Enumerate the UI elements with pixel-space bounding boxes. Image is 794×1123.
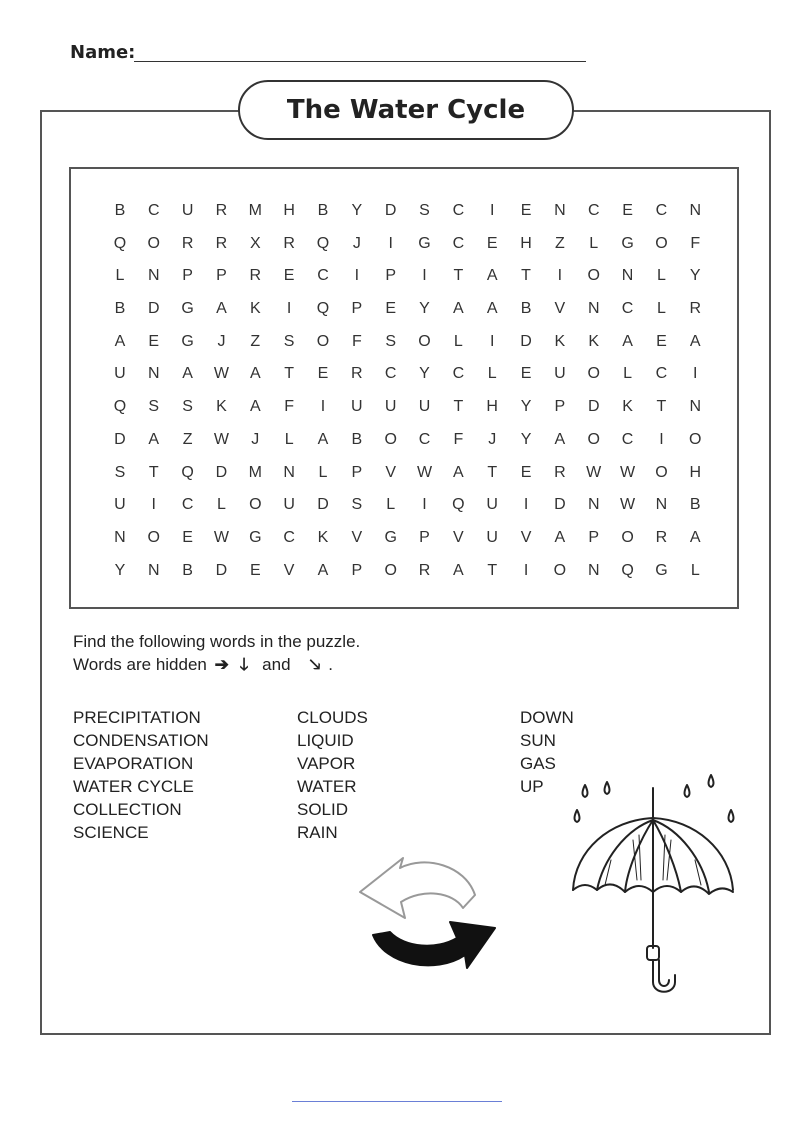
grid-letter: Y bbox=[419, 300, 430, 318]
grid-letter: I bbox=[422, 496, 427, 514]
grid-letter: A bbox=[317, 430, 329, 448]
grid-letter: B bbox=[182, 561, 193, 579]
instructions bbox=[73, 630, 360, 676]
grid-letter: E bbox=[520, 202, 532, 219]
page-title: The Water Cycle bbox=[238, 80, 574, 140]
grid-letter: T bbox=[453, 267, 464, 285]
grid-letter: R bbox=[249, 267, 262, 285]
grid-letter: A bbox=[453, 561, 464, 579]
grid-letter: C bbox=[147, 202, 160, 219]
raindrop-icon bbox=[605, 782, 610, 794]
grid-letter: R bbox=[689, 300, 702, 318]
grid-letter: Z bbox=[555, 234, 565, 252]
grid-letter: A bbox=[182, 365, 193, 383]
grid-letter: D bbox=[114, 430, 126, 448]
grid-letter: P bbox=[588, 528, 600, 546]
word-list-item: WATER CYCLE bbox=[73, 777, 194, 796]
grid-letter: O bbox=[621, 528, 634, 546]
grid-letter: F bbox=[351, 332, 362, 350]
grid-letter: K bbox=[249, 300, 261, 318]
grid-letter: R bbox=[554, 463, 566, 481]
grid-letter: B bbox=[114, 202, 126, 219]
grid-letter: U bbox=[114, 365, 126, 383]
grid-letter: E bbox=[622, 202, 633, 219]
raindrop-icon bbox=[729, 810, 734, 822]
grid-letter: U bbox=[554, 365, 566, 383]
grid-letter: Q bbox=[452, 496, 465, 514]
grid-letter: E bbox=[520, 463, 532, 481]
grid-letter: T bbox=[656, 398, 667, 416]
grid-letter: C bbox=[655, 365, 668, 383]
grid-letter: W bbox=[213, 365, 229, 383]
grid-letter: W bbox=[213, 528, 229, 546]
grid-letter: F bbox=[453, 430, 464, 448]
grid-letter: Q bbox=[113, 234, 127, 252]
grid-row bbox=[103, 260, 712, 293]
grid-letter: P bbox=[351, 561, 363, 579]
grid-letter: N bbox=[587, 496, 600, 514]
grid-letter: S bbox=[182, 398, 193, 416]
grid-letter: L bbox=[115, 267, 125, 285]
grid-letter: C bbox=[418, 430, 431, 448]
grid-letter: D bbox=[587, 398, 600, 416]
grid-letter: K bbox=[554, 332, 566, 350]
grid-letter: L bbox=[690, 561, 700, 579]
grid-letter: S bbox=[351, 496, 363, 514]
grid-letter: Q bbox=[181, 463, 194, 481]
grid-letter: G bbox=[655, 561, 668, 579]
grid-letter: O bbox=[587, 267, 600, 285]
grid-letter: I bbox=[354, 267, 360, 285]
grid-letter: T bbox=[148, 463, 159, 481]
word-list-item: DOWN bbox=[520, 708, 574, 727]
raindrop-icon bbox=[685, 785, 690, 797]
umbrella-icon bbox=[565, 770, 745, 1000]
grid-letter: G bbox=[249, 528, 262, 546]
grid-letter: O bbox=[418, 332, 431, 350]
grid-letter: Y bbox=[520, 398, 532, 416]
grid-letter: B bbox=[351, 430, 363, 448]
grid-letter: F bbox=[284, 398, 295, 416]
grid-letter: I bbox=[523, 496, 529, 514]
grid-letter: E bbox=[520, 365, 532, 383]
raindrop-icon bbox=[709, 775, 714, 787]
grid-letter: E bbox=[385, 300, 396, 318]
grid-letter: G bbox=[384, 528, 397, 546]
grid-row bbox=[103, 326, 712, 359]
grid-letter: U bbox=[283, 496, 295, 514]
grid-letter: N bbox=[587, 300, 600, 318]
grid-letter: O bbox=[249, 496, 262, 514]
grid-letter: K bbox=[216, 398, 227, 416]
instruction-and: and bbox=[262, 655, 291, 674]
grid-letter: U bbox=[418, 398, 431, 416]
grid-letter: A bbox=[554, 430, 566, 448]
grid-letter: Y bbox=[520, 430, 532, 448]
grid-row bbox=[103, 293, 712, 326]
grid-letter: I bbox=[151, 496, 156, 514]
grid-letter: L bbox=[623, 365, 633, 383]
grid-letter: K bbox=[588, 332, 600, 350]
grid-letter: P bbox=[419, 528, 430, 546]
grid-letter: N bbox=[655, 496, 668, 514]
grid-row bbox=[103, 457, 712, 490]
footer-link[interactable] bbox=[292, 1101, 502, 1102]
grid-letter: V bbox=[554, 300, 566, 318]
grid-letter: H bbox=[689, 463, 702, 481]
grid-letter: C bbox=[181, 496, 194, 514]
grid-letter: C bbox=[587, 202, 600, 219]
grid-letter: N bbox=[689, 202, 702, 219]
grid-letter: H bbox=[520, 234, 532, 252]
grid-letter: O bbox=[553, 561, 567, 579]
grid-letter: Y bbox=[114, 561, 126, 579]
grid-letter: Q bbox=[316, 300, 330, 318]
grid-letter: Y bbox=[689, 267, 701, 285]
grid-letter: W bbox=[620, 463, 636, 481]
word-list-item: SUN bbox=[520, 731, 556, 750]
grid-letter: R bbox=[283, 234, 295, 252]
grid-letter: G bbox=[181, 332, 194, 350]
grid-letter: A bbox=[216, 300, 227, 318]
grid-letter: A bbox=[486, 300, 498, 318]
grid-letter: C bbox=[283, 528, 295, 546]
word-list-item: CONDENSATION bbox=[73, 731, 209, 750]
grid-letter: I bbox=[286, 300, 292, 318]
grid-letter: I bbox=[693, 365, 698, 383]
word-list-item: VAPOR bbox=[297, 754, 356, 773]
word-list-item: UP bbox=[520, 777, 544, 796]
grid-letter: N bbox=[283, 463, 295, 481]
grid-letter: V bbox=[453, 528, 464, 546]
grid-row bbox=[103, 195, 712, 228]
grid-letter: M bbox=[248, 202, 262, 219]
instruction-line-2 bbox=[73, 653, 360, 676]
grid-letter: P bbox=[554, 398, 566, 416]
grid-letter: T bbox=[453, 398, 464, 416]
grid-letter: N bbox=[147, 561, 160, 579]
grid-letter: O bbox=[655, 234, 668, 252]
grid-letter: D bbox=[147, 300, 160, 318]
grid-letter: I bbox=[320, 398, 326, 416]
instruction-period: . bbox=[328, 655, 334, 674]
grid-letter: Y bbox=[351, 202, 363, 219]
grid-letter: L bbox=[656, 267, 666, 285]
grid-letter: I bbox=[388, 234, 393, 252]
grid-letter: Q bbox=[621, 561, 634, 579]
grid-letter: R bbox=[351, 365, 363, 383]
grid-letter: A bbox=[486, 267, 498, 285]
grid-letter: A bbox=[249, 398, 261, 416]
grid-letter: E bbox=[249, 561, 261, 579]
grid-letter: J bbox=[488, 430, 497, 448]
grid-letter: L bbox=[487, 365, 497, 383]
grid-letter: M bbox=[248, 463, 262, 481]
grid-letter: A bbox=[689, 528, 701, 546]
arrow-diagonal-icon: 🡖 bbox=[309, 655, 321, 674]
grid-letter: C bbox=[452, 202, 465, 219]
grid-letter: O bbox=[147, 234, 160, 252]
grid-letter: P bbox=[385, 267, 396, 285]
grid-letter: A bbox=[453, 300, 464, 318]
grid-letter: G bbox=[181, 300, 194, 318]
grid-letter: H bbox=[283, 202, 295, 219]
grid-letter: E bbox=[486, 234, 498, 252]
word-list-item: EVAPORATION bbox=[73, 754, 194, 773]
grid-letter: N bbox=[621, 267, 634, 285]
grid-letter: W bbox=[586, 463, 602, 481]
grid-row bbox=[103, 391, 712, 424]
grid-letter: U bbox=[486, 496, 498, 514]
grid-letter: U bbox=[384, 398, 397, 416]
grid-row bbox=[103, 358, 712, 391]
grid-letter: S bbox=[283, 332, 295, 350]
word-list-item: PRECIPITATION bbox=[73, 708, 201, 727]
grid-letter: S bbox=[114, 463, 126, 481]
grid-letter: L bbox=[656, 300, 666, 318]
grid-row bbox=[103, 228, 712, 261]
grid-letter: V bbox=[385, 463, 396, 481]
grid-letter: D bbox=[520, 332, 532, 350]
grid-letter: I bbox=[523, 561, 529, 579]
name-line[interactable] bbox=[134, 61, 586, 62]
grid-letter: U bbox=[486, 528, 498, 546]
grid-letter: N bbox=[689, 398, 702, 416]
grid-letter: N bbox=[114, 528, 126, 546]
grid-letter: D bbox=[554, 496, 566, 514]
letter-grid bbox=[103, 195, 712, 587]
grid-letter: P bbox=[182, 267, 193, 285]
grid-letter: D bbox=[215, 463, 228, 481]
grid-letter: B bbox=[689, 496, 701, 514]
grid-letter: H bbox=[486, 398, 498, 416]
grid-row bbox=[103, 522, 712, 555]
grid-letter: E bbox=[283, 267, 295, 285]
grid-letter: D bbox=[317, 496, 329, 514]
instruction-line-1: Find the following words in the puzzle. bbox=[73, 632, 361, 651]
grid-letter: E bbox=[656, 332, 667, 350]
grid-letter: X bbox=[249, 234, 261, 252]
grid-letter: U bbox=[351, 398, 363, 416]
grid-letter: W bbox=[213, 430, 229, 448]
grid-letter: L bbox=[453, 332, 463, 350]
grid-letter: W bbox=[620, 496, 636, 514]
grid-letter: A bbox=[689, 332, 701, 350]
raindrop-icon bbox=[583, 785, 588, 797]
grid-letter: C bbox=[452, 234, 465, 252]
grid-letter: S bbox=[385, 332, 396, 350]
grid-letter: L bbox=[386, 496, 396, 514]
grid-letter: L bbox=[589, 234, 599, 252]
grid-letter: A bbox=[317, 561, 329, 579]
grid-letter: C bbox=[317, 267, 329, 285]
grid-letter: Q bbox=[113, 398, 127, 416]
grid-row bbox=[103, 555, 712, 588]
grid-letter: J bbox=[352, 234, 361, 252]
grid-letter: P bbox=[351, 463, 363, 481]
grid-letter: C bbox=[621, 430, 634, 448]
grid-letter: C bbox=[621, 300, 634, 318]
grid-letter: U bbox=[181, 202, 194, 219]
grid-letter: B bbox=[114, 300, 126, 318]
grid-letter: V bbox=[520, 528, 532, 546]
grid-letter: P bbox=[216, 267, 227, 285]
grid-letter: Y bbox=[419, 365, 430, 383]
grid-letter: R bbox=[215, 234, 228, 252]
grid-letter: C bbox=[655, 202, 668, 219]
grid-letter: O bbox=[655, 463, 668, 481]
grid-letter: A bbox=[148, 430, 160, 448]
grid-letter: A bbox=[453, 463, 464, 481]
grid-letter: A bbox=[249, 365, 261, 383]
word-list-item: LIQUID bbox=[297, 731, 354, 750]
word-list-item: RAIN bbox=[297, 823, 338, 842]
grid-letter: N bbox=[554, 202, 566, 219]
grid-letter: D bbox=[215, 561, 228, 579]
grid-letter: I bbox=[557, 267, 563, 285]
grid-letter: D bbox=[384, 202, 397, 219]
grid-letter: I bbox=[489, 332, 495, 350]
grid-letter: A bbox=[554, 528, 566, 546]
grid-letter: Z bbox=[250, 332, 261, 350]
grid-letter: V bbox=[351, 528, 363, 546]
raindrop-icon bbox=[575, 810, 580, 822]
grid-letter: A bbox=[114, 332, 126, 350]
grid-letter: E bbox=[148, 332, 160, 350]
grid-letter: S bbox=[148, 398, 160, 416]
grid-letter: N bbox=[587, 561, 600, 579]
word-list-item: GAS bbox=[520, 754, 556, 773]
grid-letter: E bbox=[182, 528, 193, 546]
grid-letter: O bbox=[587, 430, 600, 448]
grid-letter: W bbox=[416, 463, 433, 481]
grid-letter: S bbox=[419, 202, 430, 219]
grid-row bbox=[103, 424, 712, 457]
word-list-col-2 bbox=[297, 706, 368, 844]
word-list-item: SCIENCE bbox=[73, 823, 149, 842]
grid-letter: L bbox=[284, 430, 294, 448]
grid-letter: T bbox=[487, 561, 498, 579]
grid-letter: C bbox=[384, 365, 397, 383]
grid-letter: V bbox=[283, 561, 295, 579]
grid-letter: K bbox=[622, 398, 633, 416]
grid-letter: O bbox=[384, 430, 397, 448]
grid-letter: U bbox=[114, 496, 126, 514]
grid-letter: T bbox=[521, 267, 531, 285]
grid-letter: E bbox=[317, 365, 329, 383]
word-list-item: COLLECTION bbox=[73, 800, 182, 819]
grid-letter: O bbox=[689, 430, 702, 448]
grid-letter: Q bbox=[316, 234, 330, 252]
grid-letter: Z bbox=[182, 430, 193, 448]
grid-letter: O bbox=[147, 528, 160, 546]
grid-letter: G bbox=[621, 234, 634, 252]
arrow-down-icon: 🡓 bbox=[239, 655, 249, 674]
grid-letter: O bbox=[587, 365, 600, 383]
grid-letter: R bbox=[655, 528, 668, 546]
grid-letter: A bbox=[622, 332, 633, 350]
grid-letter: P bbox=[351, 300, 363, 318]
grid-letter: J bbox=[251, 430, 260, 448]
grid-letter: T bbox=[284, 365, 295, 383]
grid-letter: I bbox=[489, 202, 495, 219]
word-list-col-1 bbox=[73, 706, 209, 844]
arrow-right-icon: ➔ bbox=[214, 655, 229, 674]
cycle-arrows-icon bbox=[345, 850, 505, 980]
grid-letter: I bbox=[659, 430, 664, 448]
grid-letter: R bbox=[215, 202, 228, 219]
grid-letter: I bbox=[422, 267, 427, 285]
grid-letter: N bbox=[147, 267, 160, 285]
word-list-item: SOLID bbox=[297, 800, 349, 819]
grid-letter: O bbox=[384, 561, 397, 579]
grid-letter: N bbox=[147, 365, 160, 383]
grid-row bbox=[103, 489, 712, 522]
name-label: Name: bbox=[70, 42, 136, 63]
grid-letter: R bbox=[181, 234, 194, 252]
grid-letter: R bbox=[418, 561, 431, 579]
grid-letter: L bbox=[217, 496, 226, 514]
grid-letter: C bbox=[452, 365, 465, 383]
grid-letter: B bbox=[520, 300, 532, 318]
grid-letter: B bbox=[317, 202, 329, 219]
grid-letter: J bbox=[217, 332, 226, 350]
grid-letter: K bbox=[317, 528, 329, 546]
word-list-item: WATER bbox=[297, 777, 357, 796]
grid-letter: F bbox=[690, 234, 701, 252]
grid-letter: T bbox=[487, 463, 498, 481]
word-list-item: CLOUDS bbox=[297, 708, 368, 727]
grid-letter: L bbox=[318, 463, 328, 481]
instruction-prefix: Words are hidden bbox=[73, 655, 207, 674]
grid-letter: O bbox=[316, 332, 330, 350]
grid-letter: G bbox=[418, 234, 431, 252]
